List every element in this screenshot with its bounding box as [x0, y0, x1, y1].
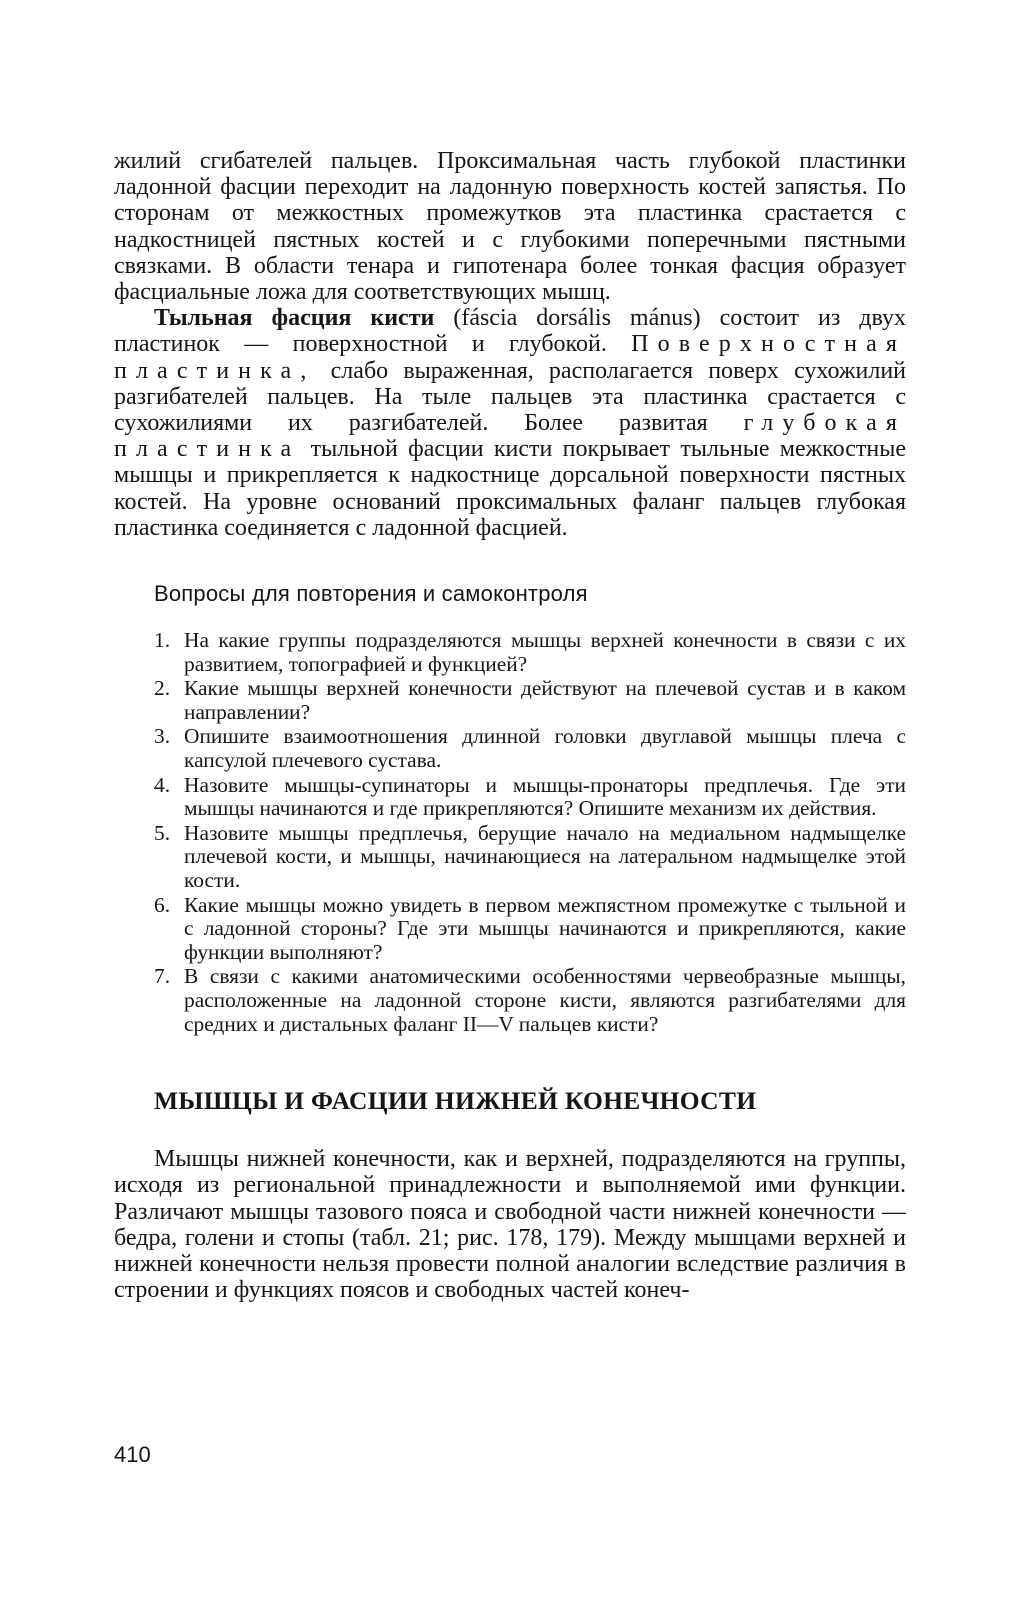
question-item [154, 725, 906, 772]
review-questions-list [114, 629, 906, 1036]
question-item [154, 774, 906, 821]
chapter-intro-paragraph: Мышцы нижней конечности, как и верхней, подразделяются на группы, исходя из региональной принадлежности и выполняемой ими функции. Различают мышцы тазового пояса и свободной части нижней конечности — бедра, голени и стопы (табл. 21; рис. 178, 179). Между мышцами верхней и нижней конечности нельзя провести полной аналогии вследствие различия в строении и функциях поясов и свободных частей конеч- [114, 1146, 906, 1304]
question-number: 1. [154, 628, 171, 653]
question-item [154, 965, 906, 1036]
question-text: Назовите мышцы-супинаторы и мышцы-пронаторы предплечья. Где эти мышцы начинаются и где прикрепляются? Опишите механизм их действия. [184, 772, 906, 821]
question-item [154, 629, 906, 676]
paragraph-dorsal-fascia [114, 305, 906, 541]
question-number: 2. [154, 676, 171, 701]
question-text: Какие мышцы можно увидеть в первом межпястном промежутке с тыльной и с ладонной стороны? Где эти мышцы начинаются и прикрепляются, какие функции выполняют? [184, 892, 906, 964]
question-number: 6. [154, 892, 171, 917]
question-number: 4. [154, 772, 171, 797]
paragraph-text-3: тыльной фасции кисти покрывает тыльные межкостные мышцы и прикрепляется к надкостнице дорсальной поверхности пястных костей. На уровне оснований проксимальных фаланг пальцев глубокая пластинка соединяется с ладонной фасцией. [114, 436, 906, 541]
paragraph-text-2: слабо выраженная, располагается поверх сухожилий разгибателей пальцев. На тыле пальцев эта пластинка срастается с сухожилиями их разгибателей. Более развитая [114, 357, 907, 437]
question-number: 5. [154, 820, 171, 845]
paragraph-text-1: состоит из двух пластинок — поверхностной и глубокой. [114, 305, 907, 358]
question-number: 3. [154, 724, 171, 749]
question-number: 7. [154, 964, 171, 989]
chapter-heading: МЫШЦЫ И ФАСЦИИ НИЖНЕЙ КОНЕЧНОСТИ [154, 1086, 757, 1116]
review-questions-heading: Вопросы для повторения и самоконтроля [154, 581, 588, 607]
question-item [154, 822, 906, 893]
book-page [114, 148, 906, 1303]
spaced-term-deep: глубокая пластинка [114, 410, 907, 463]
bold-term: Тыльная фасция кисти [154, 305, 435, 332]
question-text: Назовите мышцы предплечья, берущие начало на медиальном надмыщелке плечевой кости, и мышцы, начинающиеся на латеральном надмыщелке этой кости. [184, 820, 906, 892]
question-text: Какие мышцы верхней конечности действуют на плечевой сустав и в каком направлении? [184, 676, 906, 724]
question-text: Опишите взаимоотношения длинной головки двуглавой мышцы плеча с капсулой плечевого сустава. [184, 724, 906, 773]
question-text: В связи с какими анатомическими особенностями червеобразные мышцы, расположенные на ладонной стороне кисти, являются разгибателями для средних и дистальных фаланг II—V пальцев кисти? [184, 964, 906, 1036]
latin-term: (fáscia dorsális mánus) [453, 305, 701, 332]
paragraph-palmar-fascia: жилий сгибателей пальцев. Проксимальная часть глубокой пластинки ладонной фасции переходит на ладонную поверхность костей запястья. По сторонам от межкостных промежутков эта пластинка срастается с надкостницей пястных костей и с глубокими поперечными пястными связками. В области тенара и гипотенара более тонкая фасция образует фасциальные ложа для соответствующих мышц. [114, 148, 906, 306]
spaced-term-superficial: Поверхностная пластинка, [114, 331, 907, 384]
question-item [154, 677, 906, 724]
question-text: На какие группы подразделяются мышцы верхней конечности в связи с их развитием, топографией и функцией? [184, 628, 906, 676]
question-item [154, 894, 906, 965]
page-number: 410 [114, 1442, 151, 1467]
